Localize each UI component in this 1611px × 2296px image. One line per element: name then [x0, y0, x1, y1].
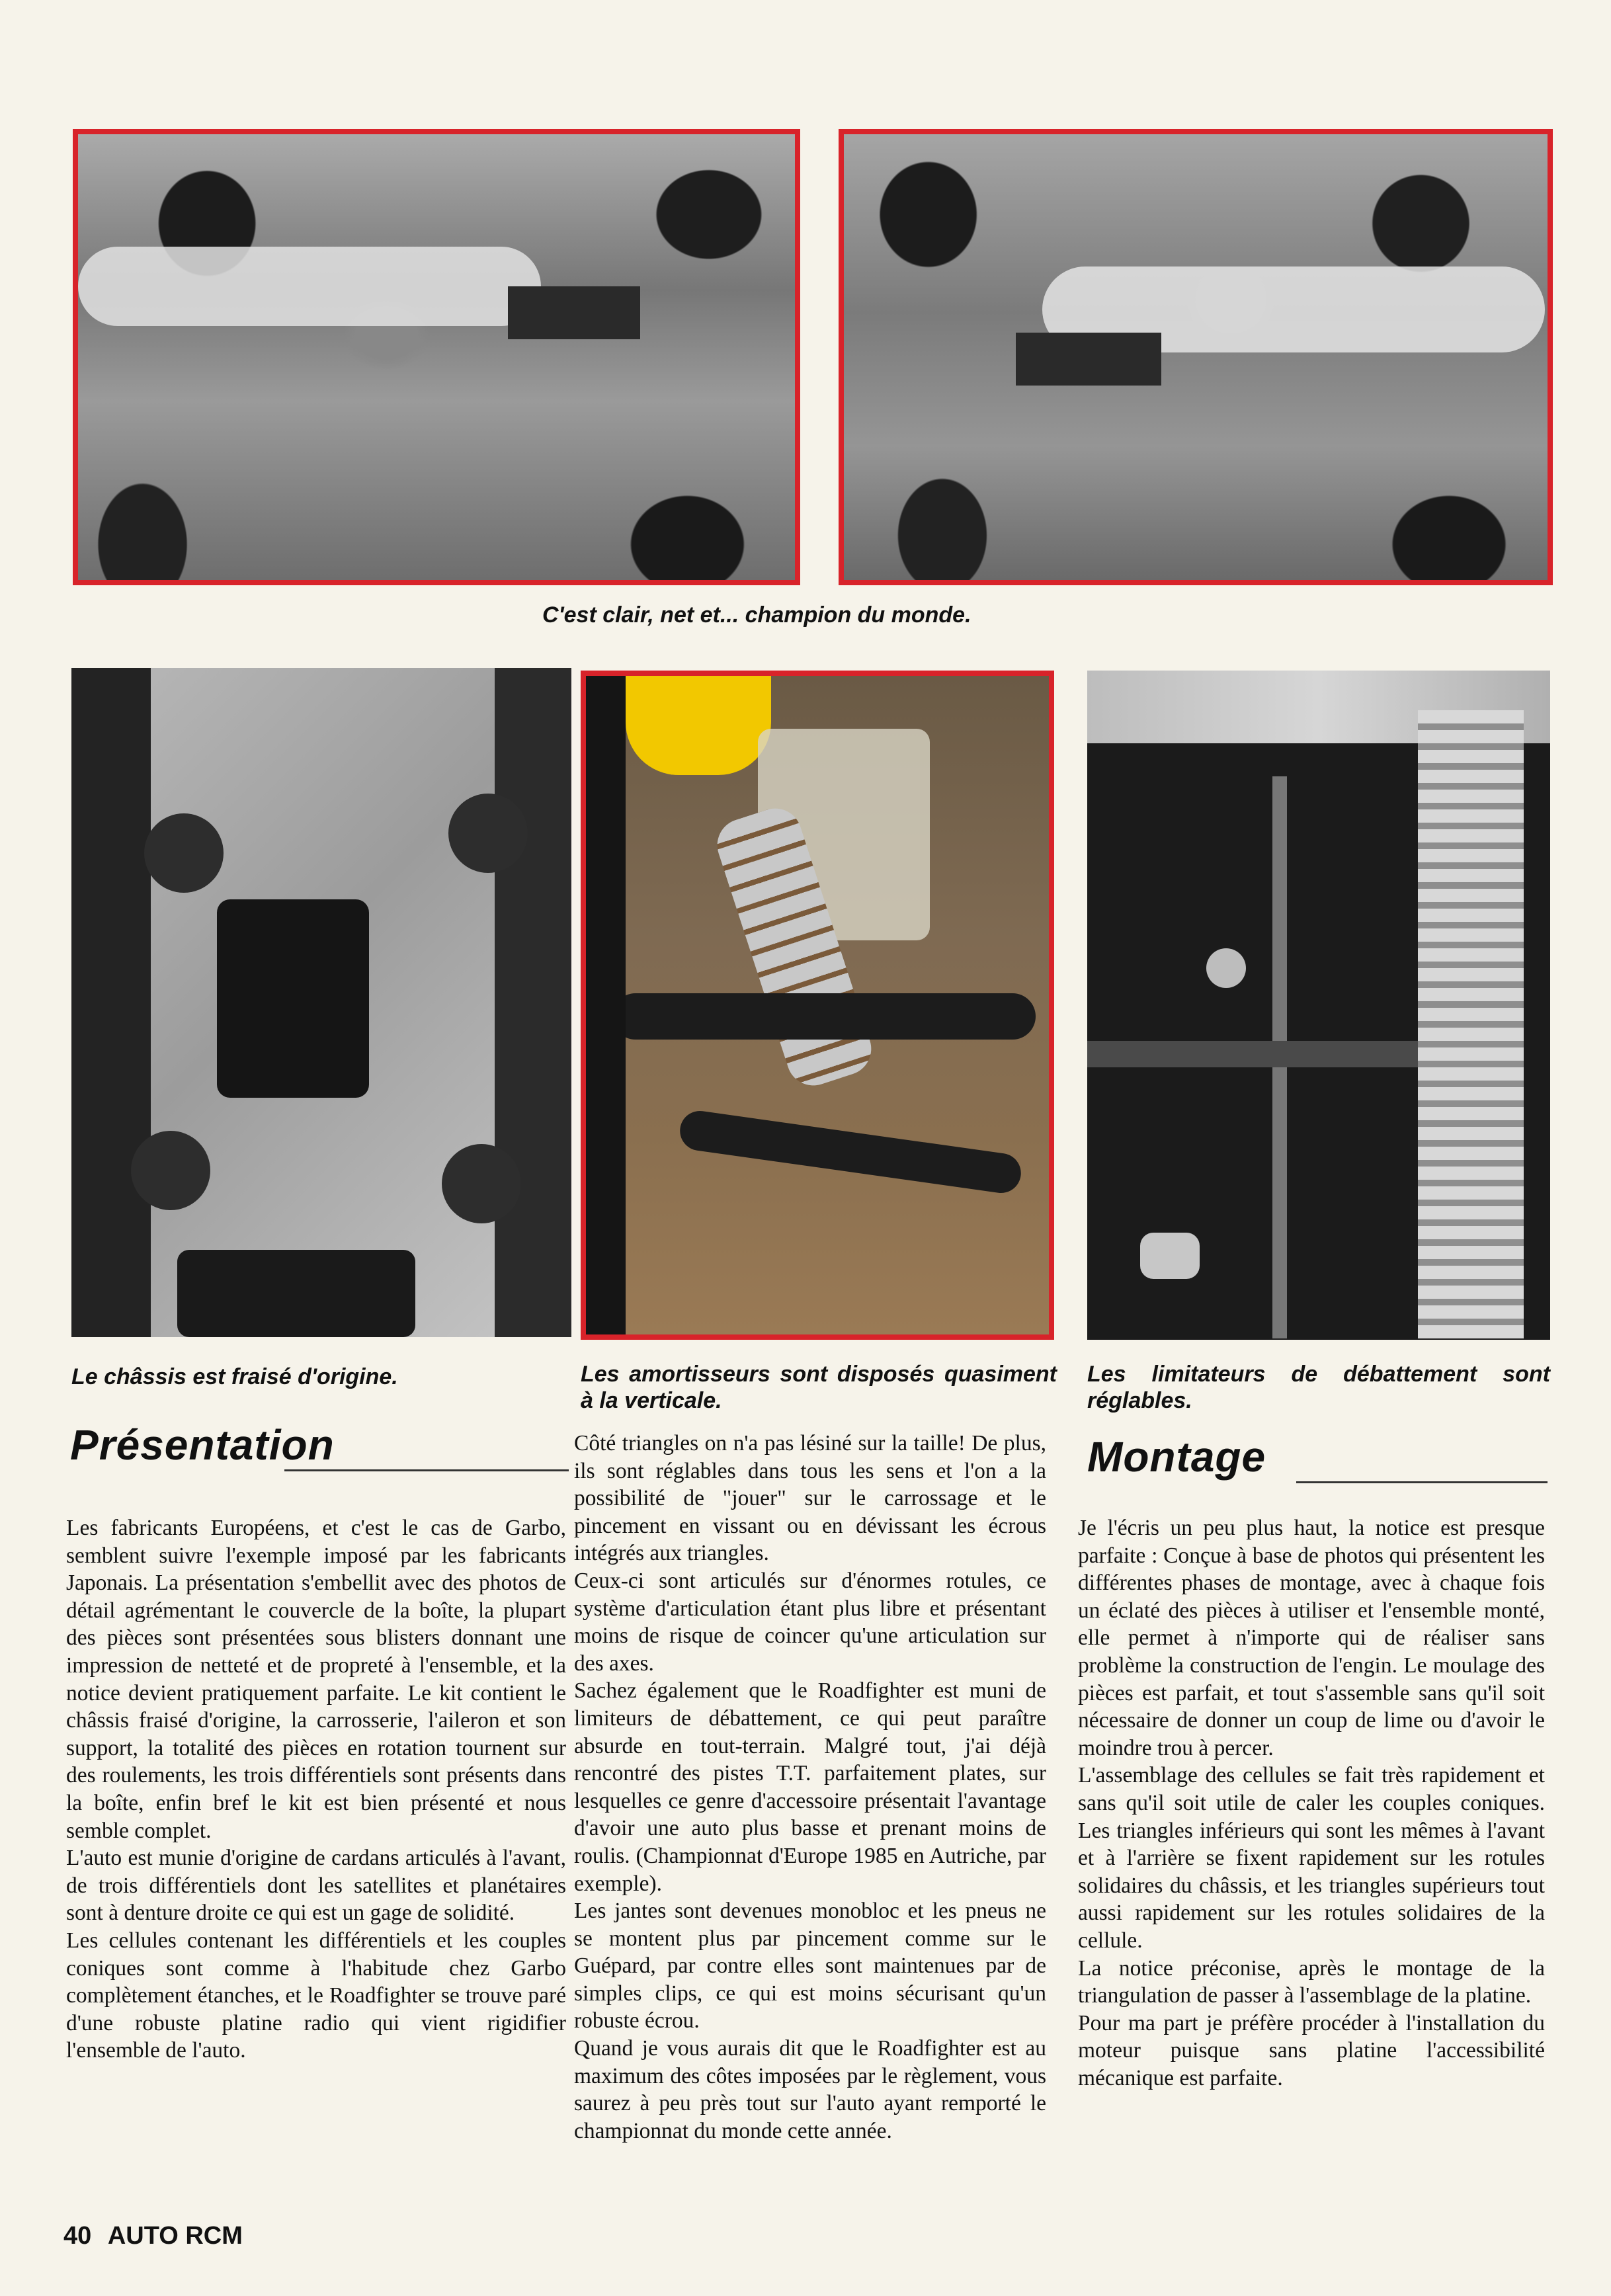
photo-chassis-right: [839, 129, 1553, 585]
page-footer: [63, 2222, 243, 2250]
article-column-2: [574, 1430, 1046, 2145]
photo-chassis-left: [73, 129, 800, 585]
paragraph: Les jantes sont devenues monobloc et les pneus ne se montent plus par pincement comme sur le Guépard, par contre elles sont maintenues par de simples clips, ce qui est moins sécurisant qu'un robuste écrou.: [574, 1899, 1046, 2033]
heading-rule-presentation: [284, 1469, 569, 1471]
paragraph: Je l'écris un peu plus haut, la notice est presque parfaite : Conçue à base de photos qui présentent les différentes phases de montage, avec à chaque fois un éclaté des pièces à utiliser et l'ensemble monté, elle permet à n'importe qui de réaliser sans problème la construction de l'engin. Le moulage des pièces est parfait, et tout s'assemble sans qu'il soit nécessaire de donner un coup de lime ou d'avoir le moindre trou à percer.: [1078, 1516, 1545, 1760]
paragraph: Quand je vous aurais dit que le Roadfighter est au maximum des côtes imposées par le règlement, vous saurez à peu près tout sur l'auto ayant remporté le championnat du monde cette année.: [574, 2036, 1046, 2143]
paragraph: L'auto est munie d'origine de cardans articulés à l'avant, de trois différentiels dont les satellites et planétaires sont à denture droite ce qui est un gage de solidité.: [66, 1846, 566, 1926]
paragraph: Les fabricants Européens, et c'est le cas de Garbo, semblent suivre l'exemple imposé par les fabricants Japonais. La présentation s'embellit avec des photos de détail agrémentant le couvercle de la boîte, la plupart des pièces sont présentées sous blisters donnant une impression de netteté et de propreté à l'ensemble, et la notice devient pratiquement parfaite. Le kit contient le châssis fraisé d'origine, la carrosserie, l'aileron et son support, la totalité des pièces en rotation tournent sur des roulements, les trois différentiels sont présents dans la boîte, enfin bref le kit est bien présenté et nous semble complet.: [66, 1516, 566, 1843]
paragraph: La notice préconise, après le montage de la triangulation de passer à l'assemblage de la platine.: [1078, 1955, 1545, 2008]
caption-limiters: Les limitateurs de débattement sont réglables.: [1087, 1362, 1550, 1413]
photo-limiters: [1087, 671, 1550, 1340]
page-number: 40: [63, 2222, 92, 2250]
heading-presentation: Présentation: [70, 1421, 335, 1469]
paragraph: Côté triangles on n'a pas lésiné sur la taille! De plus, ils sont réglables dans tous les sens et l'on a la possibilité de "jouer" sur le carrossage et le pincement en vissant ou en dévissant les écrous intégrés aux triangles.: [574, 1431, 1046, 1566]
heading-rule-montage: [1296, 1481, 1548, 1483]
article-column-1: [66, 1514, 566, 2065]
photo-shock-absorbers: [581, 671, 1054, 1340]
caption-shocks: Les amortisseurs sont disposés quasiment à la verticale.: [581, 1362, 1057, 1413]
heading-montage: Montage: [1087, 1433, 1266, 1481]
paragraph: L'assemblage des cellules se fait très rapidement et sans qu'il soit utile de caler les couples coniques. Les triangles inférieurs qui sont les mêmes à l'avant et à l'arrière se fixent rapidement sur les rotules solidaires du châssis, et les triangles supérieurs tout aussi rapidement sur les rotules solidaires de la cellule.: [1078, 1763, 1545, 1953]
paragraph: Sachez également que le Roadfighter est muni de limiteurs de débattement, ce qui peut paraître absurde en tout-terrain. Malgré tout, j'ai déjà rencontré des pistes T.T. parfaitement plates, sur lesquelles ce genre d'accessoire présentait l'avantage d'avoir une auto plus basse et prenant moins de roulis. (Championnat d'Europe 1985 en Autriche, par exemple).: [574, 1678, 1046, 1896]
paragraph: Pour ma part je préfère procéder à l'installation du moteur puisque sans platine l'accessibilité mécanique est parfaite.: [1078, 2010, 1545, 2090]
caption-top: C'est clair, net et... champion du monde.: [542, 602, 971, 628]
photo-chassis-plate: [71, 668, 571, 1337]
magazine-name: AUTO RCM: [107, 2222, 243, 2250]
paragraph: Ceux-ci sont articulés sur d'énormes rotules, ce système d'articulation étant plus libre et présentant moins de risque de coincer qu'une articulation sur des axes.: [574, 1568, 1046, 1676]
article-column-3: [1078, 1514, 1545, 2092]
paragraph: Les cellules contenant les différentiels et les couples coniques sont comme à l'habitude chez Garbo complètement étanches, et le Roadfighter se trouve paré d'une robuste platine radio qui vient rigidifier l'ensemble de l'auto.: [66, 1928, 566, 2063]
caption-chassis: Le châssis est fraisé d'origine.: [71, 1364, 398, 1389]
